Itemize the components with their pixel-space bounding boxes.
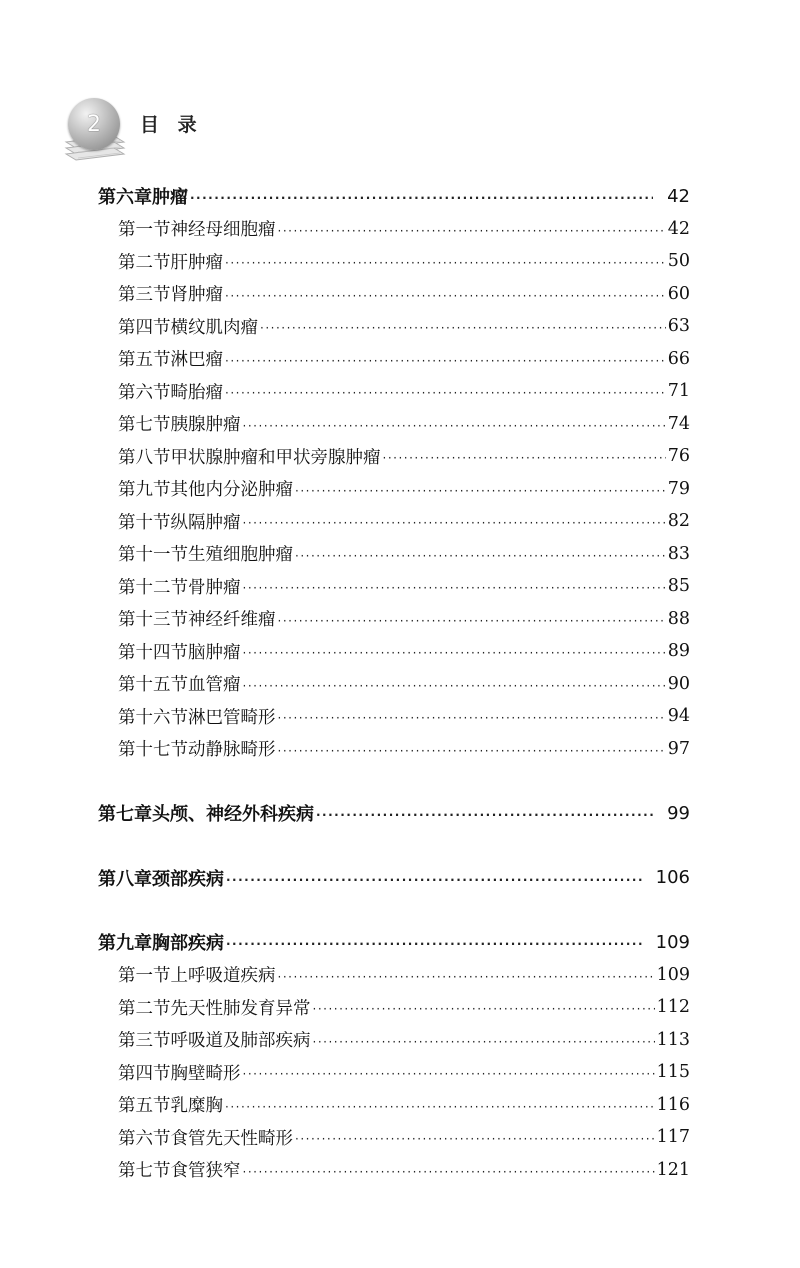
chapter-number: 第六章 bbox=[98, 187, 152, 209]
section-page: 60 bbox=[667, 283, 690, 304]
dot-leader bbox=[295, 549, 666, 563]
section-number: 第六节 bbox=[118, 382, 171, 403]
dot-leader bbox=[243, 581, 666, 595]
section-number: 第三节 bbox=[118, 285, 171, 306]
section-page: 85 bbox=[667, 576, 690, 597]
chapter-page: 106 bbox=[655, 867, 690, 889]
section-title: 胸壁畸形 bbox=[170, 1063, 241, 1084]
section-number: 第六节 bbox=[118, 1128, 171, 1149]
section-page: 90 bbox=[667, 673, 690, 694]
section-title: 横纹肌肉瘤 bbox=[170, 317, 258, 338]
table-of-contents bbox=[98, 180, 690, 1186]
page-header bbox=[64, 96, 264, 176]
section-title: 畸胎瘤 bbox=[170, 382, 223, 403]
section-page: 66 bbox=[667, 348, 690, 369]
section-title: 脑肿瘤 bbox=[188, 642, 241, 663]
toc-section[interactable] bbox=[98, 1121, 690, 1154]
dot-leader bbox=[226, 873, 642, 887]
toc-chapter-7[interactable] bbox=[98, 797, 690, 830]
section-number: 第十五节 bbox=[118, 675, 188, 696]
section-title: 生殖细胞肿瘤 bbox=[188, 545, 293, 566]
toc-section[interactable] bbox=[98, 245, 690, 278]
section-page: 112 bbox=[656, 997, 690, 1018]
section-number: 第八节 bbox=[118, 447, 171, 468]
dot-leader bbox=[278, 224, 666, 238]
page-number-badge bbox=[68, 98, 120, 150]
section-number: 第十一节 bbox=[118, 545, 188, 566]
section-page: 121 bbox=[656, 1159, 690, 1180]
dot-leader bbox=[260, 321, 666, 335]
section-title: 骨肿瘤 bbox=[188, 577, 241, 598]
toc-section[interactable] bbox=[98, 538, 690, 571]
section-number: 第十二节 bbox=[118, 577, 188, 598]
toc-section[interactable] bbox=[98, 213, 690, 246]
toc-section[interactable] bbox=[98, 570, 690, 603]
dot-leader bbox=[278, 711, 666, 725]
toc-section[interactable] bbox=[98, 505, 690, 538]
section-page: 76 bbox=[667, 446, 690, 467]
toc-section[interactable] bbox=[98, 440, 690, 473]
chapter-title: 颈部疾病 bbox=[152, 868, 224, 890]
dot-leader bbox=[278, 614, 666, 628]
section-number: 第一节 bbox=[118, 966, 171, 987]
dot-leader bbox=[313, 1035, 655, 1049]
toc-section[interactable] bbox=[98, 700, 690, 733]
dot-leader bbox=[278, 744, 666, 758]
chapter-number: 第七章 bbox=[98, 804, 152, 826]
section-number: 第二节 bbox=[118, 252, 171, 273]
section-number: 第十七节 bbox=[118, 740, 188, 761]
dot-leader bbox=[295, 1132, 655, 1146]
toc-section[interactable] bbox=[98, 635, 690, 668]
toc-section[interactable] bbox=[98, 668, 690, 701]
chapter-page: 109 bbox=[655, 931, 690, 953]
dot-leader bbox=[295, 484, 666, 498]
section-title: 甲状腺肿瘤和甲状旁腺肿瘤 bbox=[170, 447, 381, 468]
dot-leader bbox=[225, 256, 666, 270]
section-title: 纵隔肿瘤 bbox=[170, 512, 241, 533]
section-page: 83 bbox=[667, 543, 690, 564]
section-number: 第四节 bbox=[118, 1063, 171, 1084]
toc-chapter-6[interactable] bbox=[98, 180, 690, 213]
toc-section[interactable] bbox=[98, 959, 690, 992]
section-number: 第四节 bbox=[118, 317, 171, 338]
section-page: 74 bbox=[667, 413, 690, 434]
section-page: 109 bbox=[656, 964, 690, 985]
dot-leader bbox=[225, 1100, 655, 1114]
toc-section[interactable] bbox=[98, 310, 690, 343]
section-title: 呼吸道及肺部疾病 bbox=[170, 1031, 311, 1052]
section-number: 第二节 bbox=[118, 998, 171, 1019]
section-page: 71 bbox=[667, 381, 690, 402]
dot-leader bbox=[243, 1067, 655, 1081]
section-number: 第五节 bbox=[118, 1096, 171, 1117]
toc-section[interactable] bbox=[98, 408, 690, 441]
dot-leader bbox=[243, 516, 666, 530]
section-number: 第一节 bbox=[118, 220, 171, 241]
section-title: 胰腺肿瘤 bbox=[170, 415, 241, 436]
section-title: 乳糜胸 bbox=[170, 1096, 223, 1117]
section-page: 89 bbox=[667, 641, 690, 662]
section-page: 82 bbox=[667, 511, 690, 532]
toc-chapter-9[interactable] bbox=[98, 926, 690, 959]
section-page: 42 bbox=[667, 218, 690, 239]
section-page: 94 bbox=[667, 706, 690, 727]
section-title: 其他内分泌肿瘤 bbox=[170, 480, 293, 501]
toc-section[interactable] bbox=[98, 473, 690, 506]
section-title: 肾肿瘤 bbox=[170, 285, 223, 306]
chapter-title: 头颅、神经外科疾病 bbox=[152, 804, 314, 826]
section-page: 113 bbox=[656, 1029, 690, 1050]
section-title: 淋巴管畸形 bbox=[188, 707, 276, 728]
toc-section[interactable] bbox=[98, 375, 690, 408]
section-title: 上呼吸道疾病 bbox=[170, 966, 276, 987]
dot-leader bbox=[225, 354, 666, 368]
toc-chapter-8[interactable] bbox=[98, 862, 690, 895]
toc-section[interactable] bbox=[98, 991, 690, 1024]
chapter-number: 第九章 bbox=[98, 933, 152, 955]
dot-leader bbox=[383, 451, 666, 465]
section-number: 第三节 bbox=[118, 1031, 171, 1052]
toc-section[interactable] bbox=[98, 343, 690, 376]
dot-leader bbox=[190, 191, 653, 205]
chapter-title: 胸部疾病 bbox=[152, 933, 224, 955]
section-page: 97 bbox=[667, 738, 690, 759]
toc-section[interactable] bbox=[98, 733, 690, 766]
toc-section[interactable] bbox=[98, 278, 690, 311]
dot-leader bbox=[226, 937, 642, 951]
section-title: 肝肿瘤 bbox=[170, 252, 223, 273]
section-number: 第九节 bbox=[118, 480, 171, 501]
section-number: 第七节 bbox=[118, 1161, 171, 1182]
section-page: 63 bbox=[667, 316, 690, 337]
dot-leader bbox=[243, 419, 666, 433]
section-title: 血管瘤 bbox=[188, 675, 241, 696]
section-title: 食管先天性畸形 bbox=[170, 1128, 293, 1149]
page-title: 目 录 bbox=[140, 114, 203, 136]
section-title: 淋巴瘤 bbox=[170, 350, 223, 371]
section-number: 第十四节 bbox=[118, 642, 188, 663]
section-title: 神经纤维瘤 bbox=[188, 610, 276, 631]
section-number: 第十三节 bbox=[118, 610, 188, 631]
section-page: 115 bbox=[656, 1062, 690, 1083]
section-page: 116 bbox=[656, 1094, 690, 1115]
section-page: 50 bbox=[667, 251, 690, 272]
page-number: 2 bbox=[87, 111, 101, 137]
dot-leader bbox=[313, 1002, 655, 1016]
toc-section[interactable] bbox=[98, 1024, 690, 1057]
section-title: 动静脉畸形 bbox=[188, 740, 276, 761]
section-page: 79 bbox=[667, 478, 690, 499]
dot-leader bbox=[316, 808, 653, 822]
section-number: 第十节 bbox=[118, 512, 171, 533]
dot-leader bbox=[243, 1165, 655, 1179]
section-title: 神经母细胞瘤 bbox=[170, 220, 276, 241]
dot-leader bbox=[225, 289, 666, 303]
section-number: 第七节 bbox=[118, 415, 171, 436]
section-title: 食管狭窄 bbox=[170, 1161, 241, 1182]
dot-leader bbox=[225, 386, 666, 400]
toc-section[interactable] bbox=[98, 1056, 690, 1089]
toc-section[interactable] bbox=[98, 1089, 690, 1122]
chapter-title: 肿瘤 bbox=[152, 187, 188, 209]
chapter-number: 第八章 bbox=[98, 868, 152, 890]
dot-leader bbox=[278, 970, 655, 984]
dot-leader bbox=[243, 679, 666, 693]
section-title: 先天性肺发育异常 bbox=[170, 998, 311, 1019]
toc-section[interactable] bbox=[98, 1154, 690, 1187]
section-page: 88 bbox=[667, 608, 690, 629]
toc-section[interactable] bbox=[98, 603, 690, 636]
section-number: 第十六节 bbox=[118, 707, 188, 728]
section-number: 第五节 bbox=[118, 350, 171, 371]
dot-leader bbox=[243, 646, 666, 660]
chapter-page: 42 bbox=[667, 185, 690, 207]
section-page: 117 bbox=[656, 1127, 690, 1148]
chapter-page: 99 bbox=[667, 802, 690, 824]
